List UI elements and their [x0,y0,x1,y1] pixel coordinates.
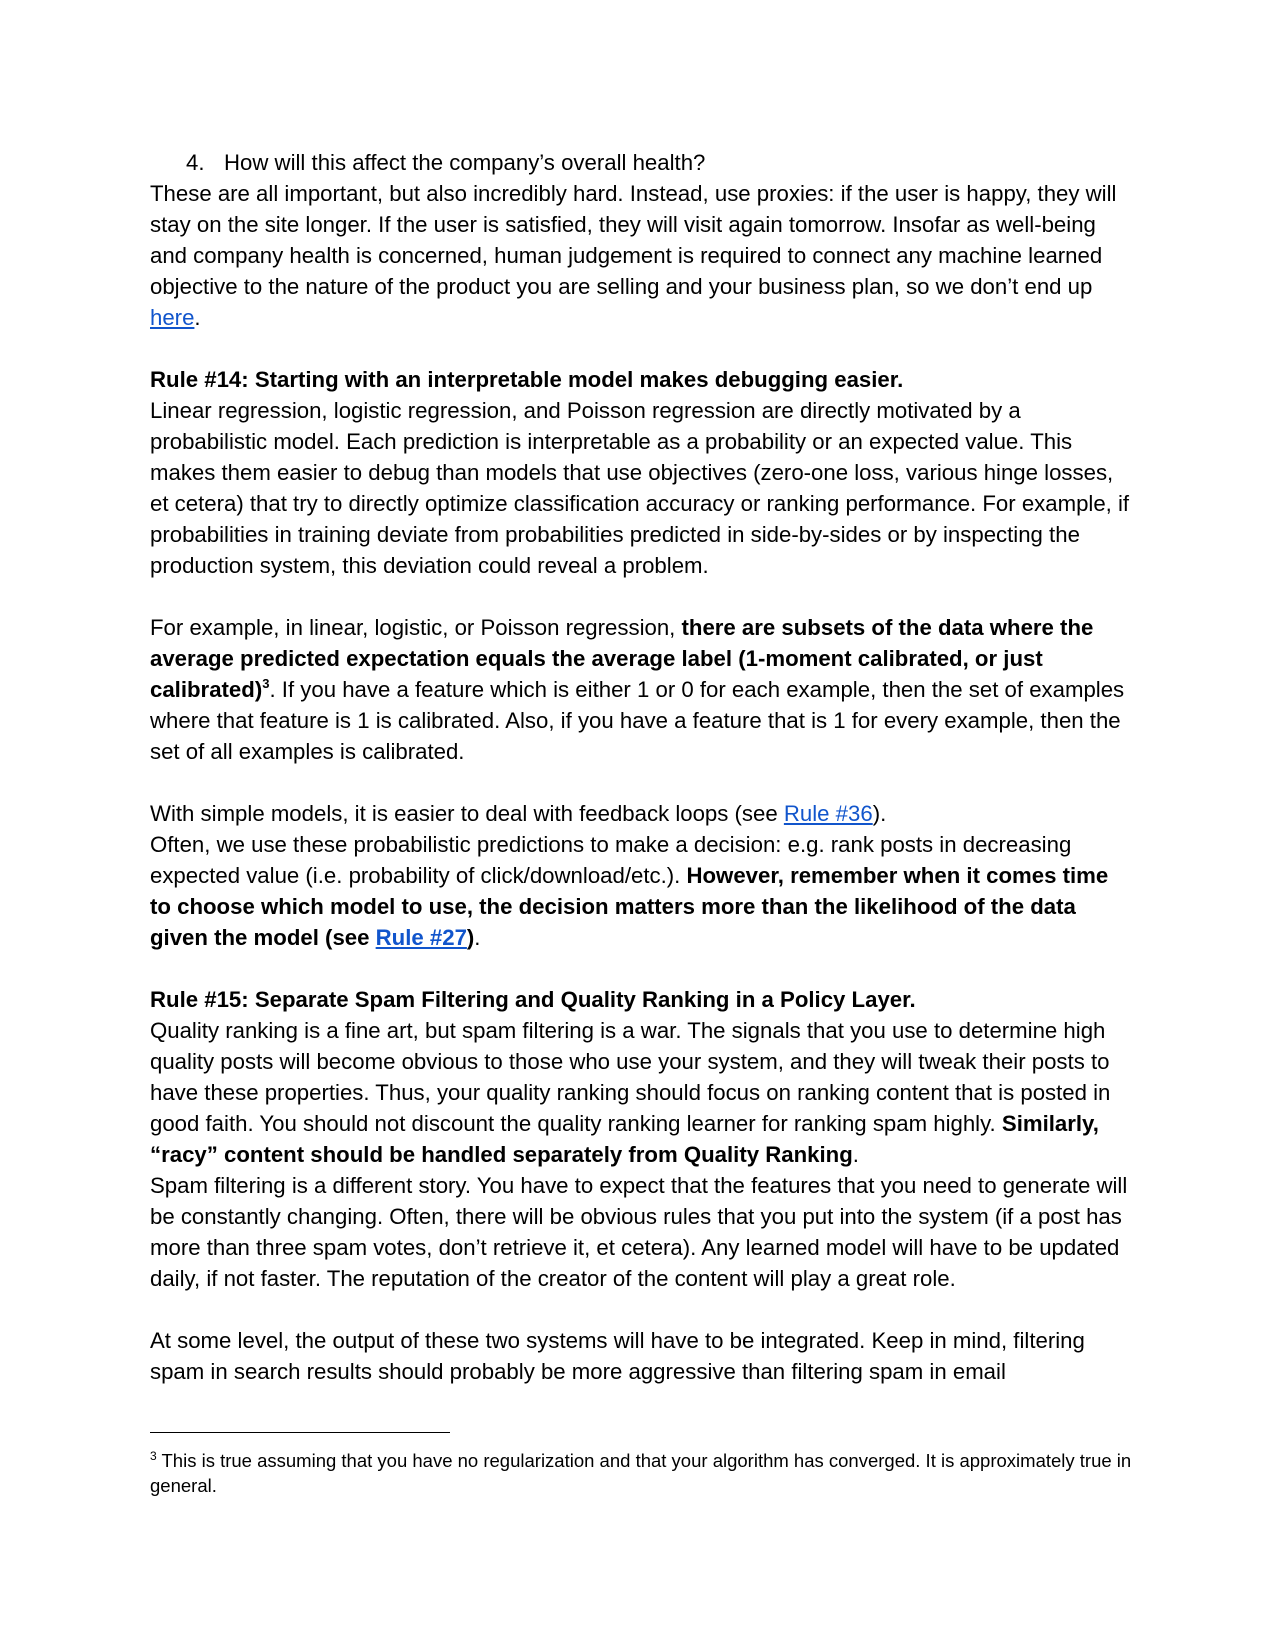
rule14-p4-bold: However, remember when it comes time to choose which model to use, the decision matters more than the likelihood of the data given the model (see [150,863,1109,950]
rule14-p2-start: For example, in linear, logistic, or Poisson regression, [150,615,682,640]
rule14-heading: Rule #14: Starting with an interpretable model makes debugging easier. [150,367,904,392]
rule14-p4-end: . [474,925,481,950]
paragraph-gap [150,581,1135,612]
rule15-paragraph-1 [150,1015,1135,1170]
rule14-p3-end: ). [872,801,887,826]
rule-27-link[interactable]: Rule #27 [375,925,467,950]
footnote-divider [150,1432,450,1433]
rule14-paragraph-2 [150,612,1135,767]
rule14-p3-start: With simple models, it is easier to deal with feedback loops (see [150,801,784,826]
rule15-paragraph-3: At some level, the output of these two systems will have to be integrated. Keep in mind, filtering spam in search results should probably be more aggressive than filtering spam in email [150,1328,1085,1384]
here-link[interactable]: here [150,305,195,330]
rule-36-link[interactable]: Rule #36 [783,801,873,826]
document-page [150,147,1135,1387]
paragraph-gap [150,333,1135,364]
rule15-p1-bold: Similarly, “racy” content should be handled separately from Quality Ranking [150,1111,1099,1167]
rule14-p4-start: Often, we use these probabilistic predictions to make a decision: e.g. rank posts in decreasing expected value (i.e. probability of click/download/etc.). [150,832,1072,888]
intro-text: These are all important, but also incredibly hard. Instead, use proxies: if the user is happy, they will stay on the site longer. If the user is satisfied, they will visit again tomorrow. Insofar as well-being and company health is concerned, human judgement is required to connect any machine learned objective to the nature of the product you are selling and your business plan, so we don’t end up [150,181,1117,299]
list-item-text: How will this affect the company’s overall health? [224,150,706,175]
rule14-p2-end: . If you have a feature which is either 1 or 0 for each example, then the set of examples where that feature is 1 is calibrated. Also, if you have a feature that is 1 for every example, then the set of all examples is calibrated. [150,677,1125,764]
rule14-p4-bold-end: ) [466,925,475,950]
list-number: 4. [186,150,205,175]
rule15-paragraph-2: Spam filtering is a different story. You have to expect that the features that you need to generate will be constantly changing. Often, there will be obvious rules that you put into the system (if a post has more than three spam votes, don’t retrieve it, et cetera). Any learned model will have to be updated daily, if not faster. The reputation of the creator of the content will play a great role. [150,1173,1128,1291]
footnote-marker: 3 [150,1449,157,1463]
rule14-paragraph-1: Linear regression, logistic regression, and Poisson regression are directly motivated by a probabilistic model. Each prediction is interpretable as a probability or an expected value. This makes them easier to debug than models that use objectives (zero-one loss, various hinge losses, et cetera) that try to directly optimize classification accuracy or ranking performance. For example, if probabilities in training deviate from probabilities predicted in side-by-sides or by inspecting the production system, this deviation could reveal a problem. [150,398,1130,578]
intro-paragraph [150,178,1135,333]
footnote [150,1448,1135,1498]
rule15-p1-end: . [852,1142,859,1167]
footnote-reference[interactable]: 3 [262,676,270,691]
intro-end: . [194,305,201,330]
paragraph-gap [150,1294,1135,1325]
paragraph-gap [150,767,1135,798]
list-item-4 [150,147,1135,178]
rule14-paragraph-3 [150,798,1135,829]
rule15-heading: Rule #15: Separate Spam Filtering and Quality Ranking in a Policy Layer. [150,987,916,1012]
rule14-p2-bold: there are subsets of the data where the average predicted expectation equals the average label (1-moment calibrated, or just calibrated) [150,615,1094,702]
paragraph-gap [150,953,1135,984]
footnote-text: This is true assuming that you have no regularization and that your algorithm has converged. It is approximately true in general. [150,1450,1132,1496]
rule15-p1-start: Quality ranking is a fine art, but spam filtering is a war. The signals that you use to determine high quality posts will become obvious to those who use your system, and they will tweak their posts to have these properties. Thus, your quality ranking should focus on ranking content that is posted in good faith. You should not discount the quality ranking learner for ranking spam highly. [150,1018,1111,1136]
rule14-paragraph-4 [150,829,1135,953]
